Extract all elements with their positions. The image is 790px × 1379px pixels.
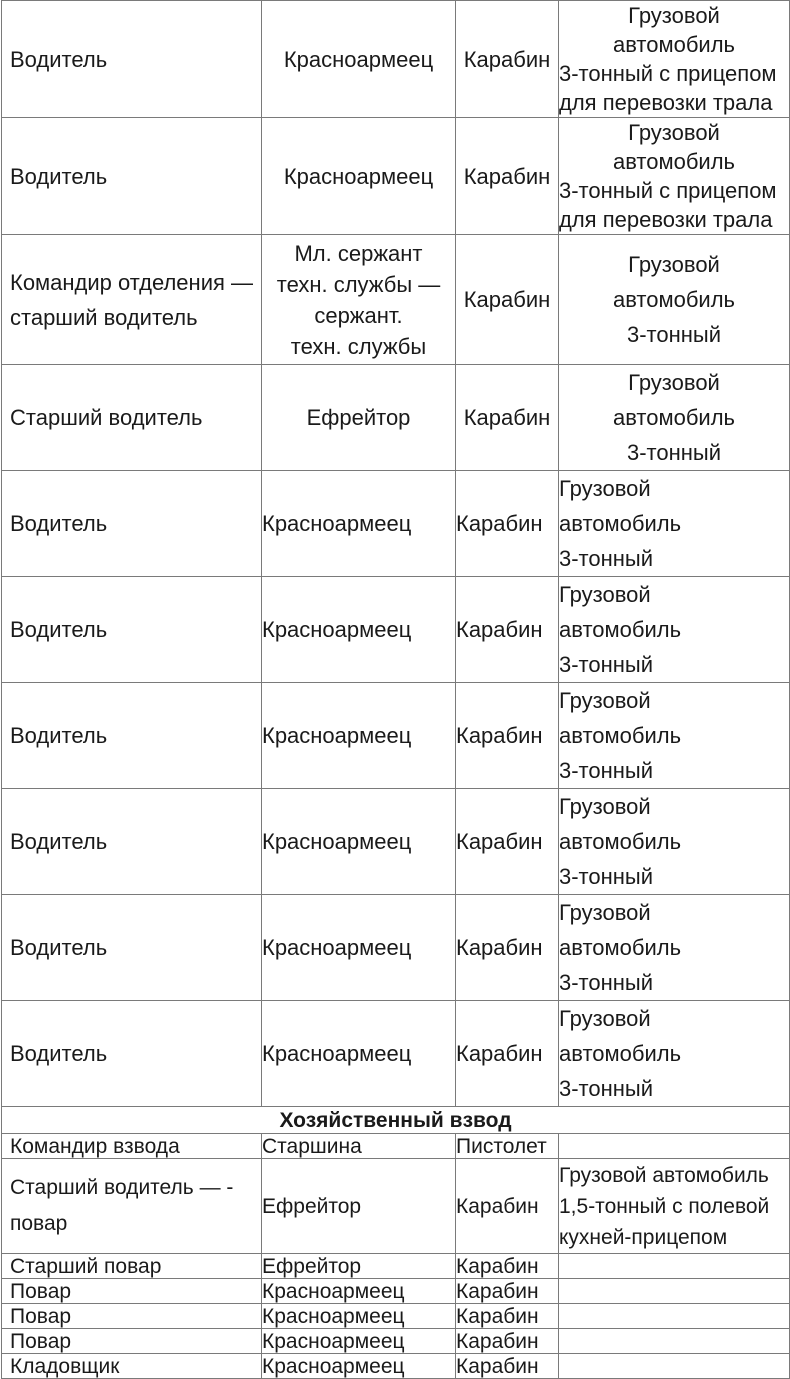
rank-cell: Красноармеец	[262, 471, 456, 577]
vehicle-cell	[559, 365, 790, 471]
vehicle-line: Грузовой	[628, 3, 720, 28]
rank-line: Мл. сержант	[294, 240, 423, 266]
vehicle-line: автомобиль	[559, 723, 682, 748]
vehicle-cell	[559, 118, 790, 235]
table-row	[2, 365, 790, 471]
position-cell: Старший повар	[2, 1254, 262, 1279]
vehicle-line: 3-тонный	[559, 970, 654, 995]
vehicle-line: 3-тонный	[559, 864, 654, 889]
vehicle-line: автомобиль	[612, 405, 736, 430]
rank-line: сержант.	[314, 302, 403, 328]
rank-cell: Красноармеец	[262, 1001, 456, 1107]
vehicle-line: 3-тонный	[559, 1076, 654, 1101]
table-row	[2, 895, 790, 1001]
rank-cell: Красноармеец	[262, 895, 456, 1001]
weapon-cell: Карабин	[456, 235, 559, 365]
weapon-cell: Карабин	[456, 577, 559, 683]
position-cell: Водитель	[2, 471, 262, 577]
vehicle-line: Грузовой автомобиль	[559, 1163, 769, 1187]
rank-cell: Красноармеец	[262, 118, 456, 235]
vehicle-cell	[559, 683, 790, 789]
table-row	[2, 577, 790, 683]
position-cell: Водитель	[2, 1001, 262, 1107]
weapon-cell: Карабин	[456, 1, 559, 118]
position-cell: Водитель	[2, 789, 262, 895]
weapon-cell: Карабин	[456, 1254, 559, 1279]
vehicle-cell	[559, 1354, 790, 1379]
rank-cell: Красноармеец	[262, 1304, 456, 1329]
rank-cell: Старшина	[262, 1134, 456, 1159]
vehicle-line: для перевозки трала	[559, 207, 773, 232]
rank-line: техн. службы —	[276, 271, 441, 297]
vehicle-line: кухней-прицепом	[559, 1225, 728, 1249]
vehicle-line: автомобиль	[612, 287, 736, 312]
vehicle-line: Грузовой	[559, 794, 651, 819]
weapon-cell: Карабин	[456, 365, 559, 471]
section-header-row	[2, 1107, 790, 1134]
vehicle-cell	[559, 1279, 790, 1304]
vehicle-line: автомобиль	[559, 935, 682, 960]
table-row	[2, 118, 790, 235]
weapon-cell: Карабин	[456, 471, 559, 577]
position-cell	[2, 235, 262, 365]
rank-cell: Ефрейтор	[262, 1254, 456, 1279]
vehicle-line: автомобиль	[612, 32, 736, 57]
vehicle-line: 3-тонный	[559, 652, 654, 677]
table-row	[2, 1304, 790, 1329]
weapon-cell: Карабин	[456, 789, 559, 895]
position-cell: Водитель	[2, 895, 262, 1001]
rank-cell: Красноармеец	[262, 789, 456, 895]
position-line: Старший водитель — -	[10, 1176, 234, 1199]
vehicle-line: Грузовой	[628, 370, 720, 395]
table-row	[2, 1329, 790, 1354]
position-cell: Водитель	[2, 118, 262, 235]
weapon-cell: Карабин	[456, 1001, 559, 1107]
table-row	[2, 1, 790, 118]
vehicle-line: 3-тонный с прицепом	[559, 178, 777, 203]
rank-cell: Ефрейтор	[262, 1159, 456, 1254]
table-row	[2, 1354, 790, 1379]
position-line: Командир отделения —	[10, 269, 254, 295]
weapon-cell: Карабин	[456, 895, 559, 1001]
position-cell: Повар	[2, 1304, 262, 1329]
vehicle-line: Грузовой	[559, 582, 651, 607]
rank-cell: Красноармеец	[262, 1279, 456, 1304]
position-cell: Повар	[2, 1329, 262, 1354]
rank-cell: Красноармеец	[262, 683, 456, 789]
position-cell: Водитель	[2, 1, 262, 118]
vehicle-cell	[559, 1159, 790, 1254]
rank-line: техн. службы	[290, 333, 427, 359]
vehicle-cell	[559, 895, 790, 1001]
vehicle-line: для перевозки трала	[559, 90, 773, 115]
rank-cell: Красноармеец	[262, 1354, 456, 1379]
weapon-cell: Карабин	[456, 1279, 559, 1304]
vehicle-cell	[559, 1001, 790, 1107]
table-row	[2, 683, 790, 789]
weapon-cell: Карабин	[456, 1354, 559, 1379]
vehicle-line: 3-тонный	[559, 758, 654, 783]
vehicle-line: автомобиль	[559, 617, 682, 642]
vehicle-line: Грузовой	[628, 252, 720, 277]
vehicle-line: автомобиль	[559, 1041, 682, 1066]
vehicle-cell	[559, 1134, 790, 1159]
table-row	[2, 1134, 790, 1159]
rank-cell	[262, 235, 456, 365]
position-line: повар	[10, 1212, 68, 1235]
weapon-cell: Карабин	[456, 683, 559, 789]
position-cell: Повар	[2, 1279, 262, 1304]
weapon-cell: Карабин	[456, 1304, 559, 1329]
section-title: Хозяйственный взвод	[2, 1107, 790, 1134]
vehicle-line: 1,5-тонный с полевой	[559, 1194, 770, 1218]
vehicle-line: Грузовой	[559, 1006, 651, 1031]
vehicle-line: Грузовой	[559, 476, 651, 501]
vehicle-line: автомобиль	[559, 511, 682, 536]
weapon-cell: Карабин	[456, 1159, 559, 1254]
vehicle-cell	[559, 235, 790, 365]
vehicle-line: автомобиль	[612, 149, 736, 174]
table-row	[2, 1159, 790, 1254]
rank-cell: Красноармеец	[262, 577, 456, 683]
table-row	[2, 1279, 790, 1304]
position-cell: Старший водитель	[2, 365, 262, 471]
staffing-table	[1, 0, 790, 1379]
position-cell: Командир взвода	[2, 1134, 262, 1159]
rank-cell: Красноармеец	[262, 1329, 456, 1354]
vehicle-line: Грузовой	[559, 900, 651, 925]
vehicle-line: 3-тонный	[626, 440, 722, 465]
vehicle-cell	[559, 789, 790, 895]
position-cell	[2, 1159, 262, 1254]
vehicle-line: автомобиль	[559, 829, 682, 854]
vehicle-line: Грузовой	[628, 120, 720, 145]
vehicle-cell	[559, 1, 790, 118]
vehicle-line: 3-тонный	[626, 322, 722, 347]
vehicle-cell	[559, 1329, 790, 1354]
vehicle-cell	[559, 1304, 790, 1329]
vehicle-cell	[559, 1254, 790, 1279]
rank-cell: Красноармеец	[262, 1, 456, 118]
table-row	[2, 1254, 790, 1279]
vehicle-line: 3-тонный с прицепом	[559, 61, 777, 86]
table-row	[2, 471, 790, 577]
vehicle-line: Грузовой	[559, 688, 651, 713]
rank-cell: Ефрейтор	[262, 365, 456, 471]
position-cell: Водитель	[2, 683, 262, 789]
weapon-cell: Карабин	[456, 1329, 559, 1354]
vehicle-line: 3-тонный	[559, 546, 654, 571]
vehicle-cell	[559, 577, 790, 683]
weapon-cell: Пистолет	[456, 1134, 559, 1159]
vehicle-cell	[559, 471, 790, 577]
position-line: старший водитель	[10, 304, 198, 330]
table-row	[2, 1001, 790, 1107]
position-cell: Кладовщик	[2, 1354, 262, 1379]
table-row	[2, 235, 790, 365]
position-cell: Водитель	[2, 577, 262, 683]
table-row	[2, 789, 790, 895]
weapon-cell: Карабин	[456, 118, 559, 235]
